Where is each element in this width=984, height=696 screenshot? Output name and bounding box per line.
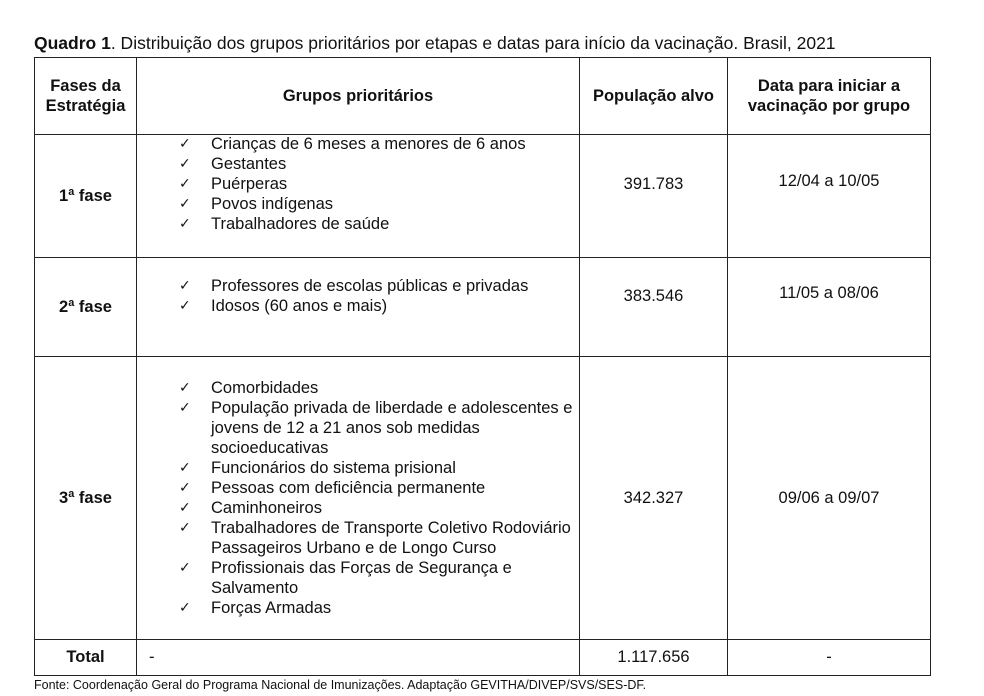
group-label: Gestantes bbox=[211, 155, 287, 173]
population-value: 342.327 bbox=[623, 488, 684, 507]
group-label: Caminhoneiros bbox=[211, 499, 322, 517]
source-note: Fonte: Coordenação Geral do Programa Nacional de Imunizações. Adaptação GEVITHA/DIVEP/SVS/SES-DF. bbox=[34, 678, 647, 692]
groups-cell bbox=[137, 258, 580, 357]
list-item bbox=[179, 558, 579, 598]
list-item bbox=[179, 194, 579, 214]
list-item bbox=[179, 174, 579, 194]
total-population: 1.117.656 bbox=[580, 640, 728, 676]
date-cell bbox=[728, 258, 931, 357]
population-value: 391.783 bbox=[623, 174, 684, 193]
header-row bbox=[35, 58, 931, 135]
date-cell bbox=[728, 357, 931, 640]
checkmark-icon: ✓ bbox=[179, 156, 191, 172]
list-item bbox=[179, 378, 579, 398]
table-row bbox=[35, 357, 931, 640]
group-label: Trabalhadores de Transporte Coletivo Rodoviário Passageiros Urbano e de Longo Curso bbox=[211, 519, 571, 557]
table-row bbox=[35, 135, 931, 258]
group-label: Comorbidades bbox=[211, 379, 319, 397]
group-label: Forças Armadas bbox=[211, 599, 332, 617]
list-item bbox=[179, 598, 579, 618]
phase-cell: 2ª fase bbox=[35, 258, 137, 357]
caption-label: Quadro 1 bbox=[34, 33, 111, 53]
groups-list bbox=[179, 276, 579, 316]
group-label: Profissionais das Forças de Segurança e Salvamento bbox=[211, 559, 512, 597]
list-item bbox=[179, 214, 579, 234]
header-date: Data para iniciar a vacinação por grupo bbox=[728, 58, 931, 135]
population-cell bbox=[580, 357, 728, 640]
total-row bbox=[35, 640, 931, 676]
list-item bbox=[179, 518, 579, 558]
checkmark-icon: ✓ bbox=[179, 278, 191, 294]
phase-cell: 3ª fase bbox=[35, 357, 137, 640]
list-item bbox=[179, 478, 579, 498]
table-caption bbox=[34, 33, 836, 54]
date-value: 11/05 a 08/06 bbox=[779, 283, 879, 302]
checkmark-icon: ✓ bbox=[179, 400, 191, 416]
group-label: Funcionários do sistema prisional bbox=[211, 459, 456, 477]
group-label: Trabalhadores de saúde bbox=[211, 215, 390, 233]
list-item bbox=[179, 134, 579, 154]
caption-text: . Distribuição dos grupos prioritários por etapas e datas para início da vacinação. Brasil, 2021 bbox=[110, 33, 836, 53]
groups-cell bbox=[137, 357, 580, 640]
date-cell bbox=[728, 135, 931, 258]
checkmark-icon: ✓ bbox=[179, 136, 191, 152]
list-item bbox=[179, 276, 579, 296]
checkmark-icon: ✓ bbox=[179, 560, 191, 576]
list-item bbox=[179, 498, 579, 518]
total-groups: - bbox=[137, 640, 580, 676]
checkmark-icon: ✓ bbox=[179, 216, 191, 232]
date-value: 12/04 a 10/05 bbox=[778, 171, 880, 190]
group-label: Pessoas com deficiência permanente bbox=[211, 479, 486, 497]
date-value: 09/06 a 09/07 bbox=[778, 488, 880, 507]
checkmark-icon: ✓ bbox=[179, 600, 191, 616]
groups-cell bbox=[137, 135, 580, 258]
checkmark-icon: ✓ bbox=[179, 196, 191, 212]
priority-groups-table bbox=[34, 57, 931, 676]
population-cell bbox=[580, 135, 728, 258]
population-cell bbox=[580, 258, 728, 357]
list-item bbox=[179, 154, 579, 174]
checkmark-icon: ✓ bbox=[179, 460, 191, 476]
header-phase: Fases da Estratégia bbox=[35, 58, 137, 135]
groups-list bbox=[179, 134, 579, 234]
list-item bbox=[179, 398, 579, 458]
header-groups: Grupos prioritários bbox=[137, 58, 580, 135]
total-label: Total bbox=[35, 640, 137, 676]
group-label: Povos indígenas bbox=[211, 195, 334, 213]
checkmark-icon: ✓ bbox=[179, 500, 191, 516]
checkmark-icon: ✓ bbox=[179, 176, 191, 192]
phase-cell: 1ª fase bbox=[35, 135, 137, 258]
checkmark-icon: ✓ bbox=[179, 480, 191, 496]
list-item bbox=[179, 296, 579, 316]
table-row bbox=[35, 258, 931, 357]
checkmark-icon: ✓ bbox=[179, 520, 191, 536]
checkmark-icon: ✓ bbox=[179, 298, 191, 314]
population-value: 383.546 bbox=[623, 286, 684, 305]
group-label: Idosos (60 anos e mais) bbox=[211, 297, 388, 315]
group-label: Professores de escolas públicas e privadas bbox=[211, 277, 529, 295]
group-label: População privada de liberdade e adolescentes e jovens de 12 a 21 anos sob medidas socioeducativas bbox=[211, 399, 573, 457]
group-label: Crianças de 6 meses a menores de 6 anos bbox=[211, 135, 526, 153]
total-date: - bbox=[728, 640, 931, 676]
list-item bbox=[179, 458, 579, 478]
header-population: População alvo bbox=[580, 58, 728, 135]
group-label: Puérperas bbox=[211, 175, 288, 193]
groups-list bbox=[179, 378, 579, 618]
checkmark-icon: ✓ bbox=[179, 380, 191, 396]
